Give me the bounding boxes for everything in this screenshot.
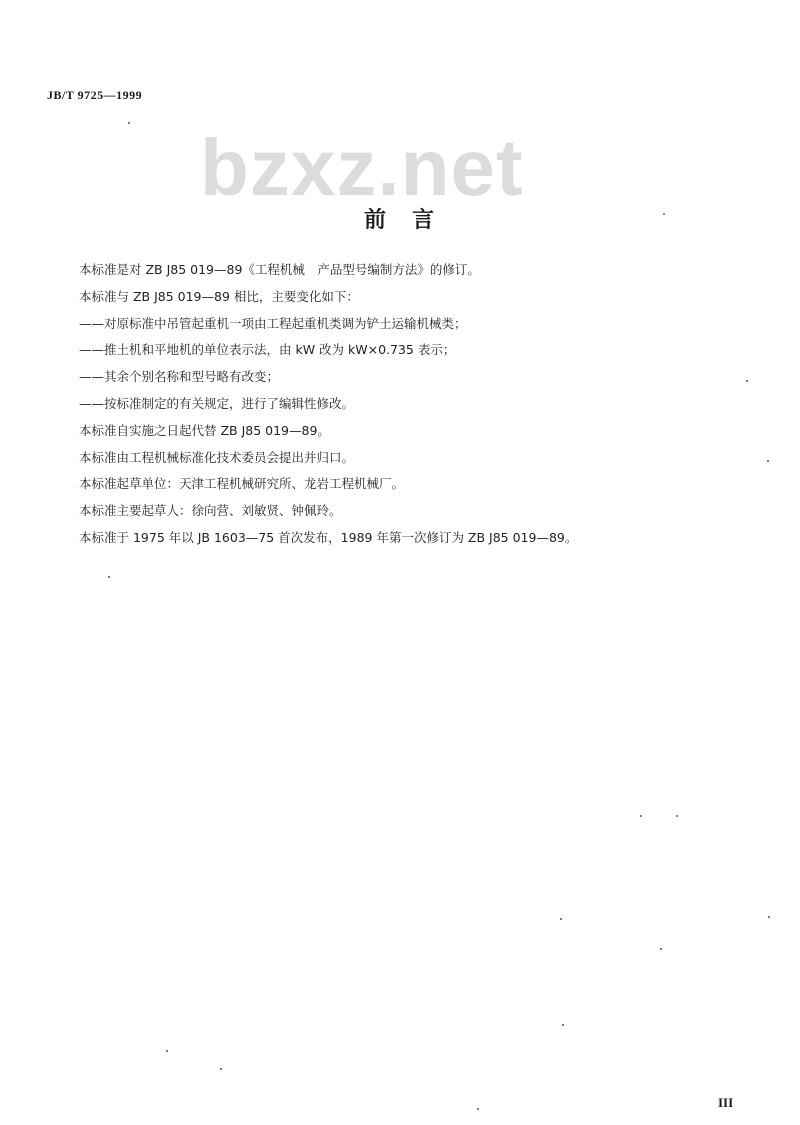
scan-speck — [768, 916, 770, 918]
paragraph: 本标准起草单位：天津工程机械研究所、龙岩工程机械厂。 — [79, 476, 405, 492]
paragraph: 本标准自实施之日起代替 ZB J85 019—89。 — [79, 422, 330, 438]
paragraph: 本标准是对 ZB J85 019—89《工程机械 产品型号编制方法》的修订。 — [79, 262, 480, 277]
paragraph: 本标准主要起草人：徐向营、刘敏贤、钟佩玲。 — [79, 503, 342, 519]
scan-speck — [128, 122, 130, 124]
page-title: 前 言 — [363, 208, 436, 233]
scan-speck — [767, 460, 769, 462]
standard-code-header: JB/T 9725—1999 — [47, 88, 143, 102]
scan-speck — [477, 1108, 479, 1110]
scan-speck — [108, 576, 110, 578]
scan-speck — [660, 948, 662, 950]
scan-speck — [746, 380, 748, 382]
page-number: III — [718, 1095, 734, 1110]
list-item: ——推土机和平地机的单位表示法，由 kW 改为 kW×0.735 表示； — [79, 342, 456, 358]
scan-speck — [560, 918, 562, 920]
scan-speck — [676, 815, 678, 817]
scan-speck — [562, 1024, 564, 1026]
scan-speck — [166, 1050, 168, 1052]
scan-speck — [220, 1068, 222, 1070]
list-item: ——其余个别名称和型号略有改变； — [79, 369, 280, 385]
paragraph: 本标准与 ZB J85 019—89 相比，主要变化如下： — [79, 288, 359, 304]
foreword-body — [79, 257, 759, 552]
scan-speck — [663, 213, 665, 215]
paragraph: 本标准于 1975 年以 JB 1603—75 首次发布，1989 年第一次修订为 ZB J85 019—89。 — [79, 529, 578, 545]
scan-speck — [640, 815, 642, 817]
watermark-text: bzxz.net — [200, 123, 524, 212]
list-item: ——按标准制定的有关规定，进行了编辑性修改。 — [79, 395, 355, 411]
paragraph: 本标准由工程机械标准化技术委员会提出并归口。 — [79, 449, 355, 465]
list-item: ——对原标准中吊管起重机一项由工程起重机类调为铲土运输机械类； — [79, 315, 467, 331]
